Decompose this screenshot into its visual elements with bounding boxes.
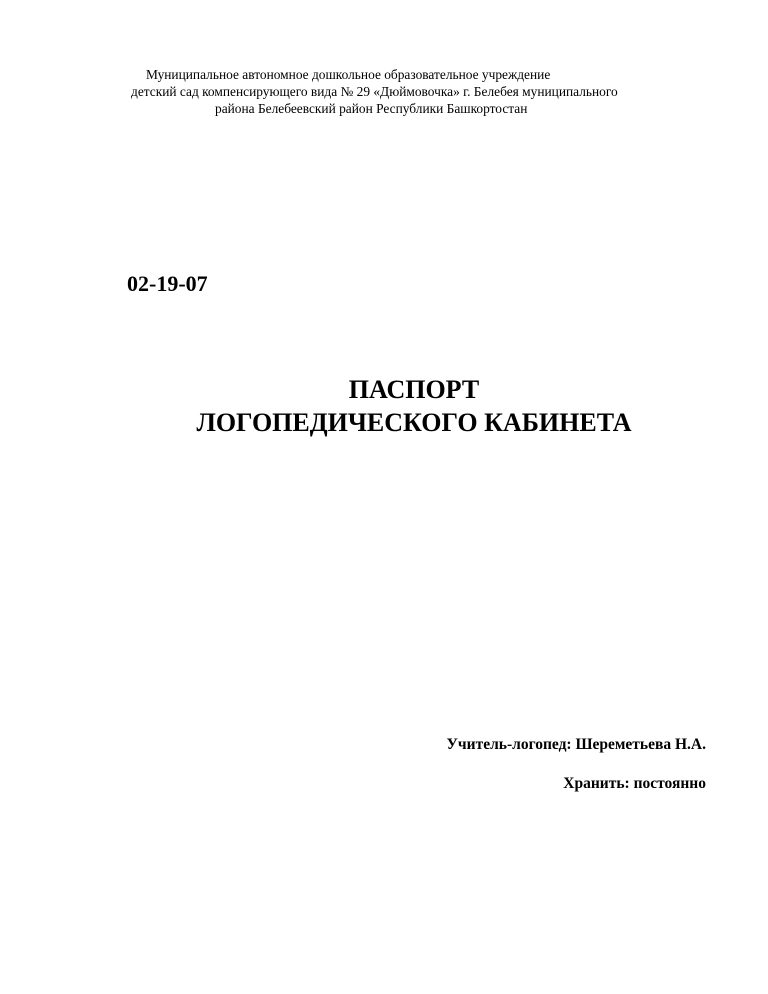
institution-line-3: района Белебеевский район Республики Башкортостан bbox=[215, 101, 528, 116]
institution-line-2: детский сад компенсирующего вида № 29 «Дюймовочка» г. Белебея муниципального bbox=[131, 84, 618, 99]
title-line-1: ПАСПОРТ bbox=[348, 375, 480, 404]
title-line-2: ЛОГОПЕДИЧЕСКОГО КАБИНЕТА bbox=[196, 408, 632, 437]
institution-line-1: Муниципальное автономное дошкольное образовательное учреждение bbox=[146, 67, 551, 82]
document-title bbox=[0, 373, 768, 439]
signature-block bbox=[447, 736, 706, 793]
document-code: 02-19-07 bbox=[127, 271, 208, 296]
teacher-name: Учитель-логопед: Шереметьева Н.А. bbox=[446, 736, 706, 753]
storage-note: Хранить: постоянно bbox=[563, 775, 706, 792]
